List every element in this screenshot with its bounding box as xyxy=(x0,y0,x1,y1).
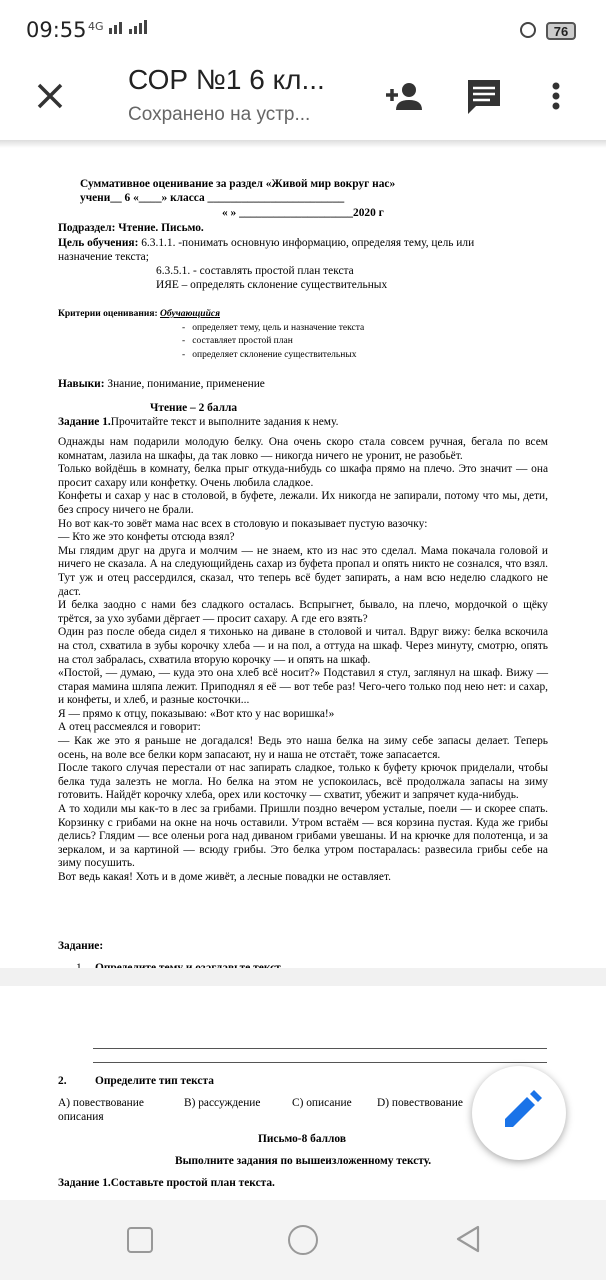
writing-task: Задание 1.Составьте простой план текста. xyxy=(58,1177,275,1189)
status-time: 09:55 xyxy=(26,18,87,42)
skills-label: Навыки: xyxy=(58,378,105,390)
option-a: А) повествование xyxy=(58,1097,144,1109)
home-icon[interactable] xyxy=(288,1225,318,1255)
writing-instructions: Выполните задания по вышеизложенному тексту. xyxy=(175,1155,432,1167)
back-icon[interactable] xyxy=(454,1224,482,1254)
reading-title: Чтение – 2 балла xyxy=(150,402,238,414)
more-vert-icon[interactable] xyxy=(544,74,568,118)
paragraph: После такого случая перестали от нас запирать сладкое, только к буфету крючок приделали, чтобы белка туда залезть не могла. Но белка на этом не успокоилась, всё продолжала запасы на зиму готовить. Найдёт корочку хлеба, орех или косточку — схватит, убежит и запрячет куда-нибудь. xyxy=(58,762,548,802)
paragraph: Конфеты и сахар у нас в столовой, в буфете, лежали. Их никогда не запирали, потому что мы, дети, без спросу ничего не брали. xyxy=(58,490,548,516)
paragraph: И белка заодно с нами без сладкого осталась. Вспрыгнет, бывало, на плечо, мордочкой о щёку трётся, за ухо зубами дёргает — просит сахару. А где его взять? xyxy=(58,599,548,625)
paragraph: А отец рассмеялся и говорит: xyxy=(58,721,201,734)
date-line: « » ____________________2020 г xyxy=(222,207,384,219)
recents-icon[interactable] xyxy=(127,1227,153,1253)
app-bar-shadow xyxy=(0,140,606,148)
learning-goal xyxy=(58,237,474,251)
paragraph: Мы глядим друг на друга и молчим — не знаем, кто из нас это сделал. Мама покачала головой и ничего не сказала. А на следующийдень сахар из буфета пропал и опять никто не сознался, что взял. Тут уж и отец рассердился, сказал, что теперь всё будет запирать, а нам всю неделю сладкого не даст. xyxy=(58,544,548,598)
criteria-item: - определяет тему, цель и назначение текста xyxy=(182,323,365,333)
criteria-who: Обучающийся xyxy=(160,309,220,319)
rotation-lock-icon xyxy=(520,22,536,38)
writing-title: Письмо-8 баллов xyxy=(258,1133,346,1145)
app-bar xyxy=(0,58,606,140)
paragraph: Один раз после обеда сидел я тихонько на диване в столовой и читал. Вдруг вижу: белка вскочила на стол, схватила в зубы корочку хлеба — и на пол, а оттуда на шкаф. Через минуту, смотрю, опять на стол забралась, схватила вторую корочку — и опять на шкаф. xyxy=(58,626,548,666)
option-b: В) рассуждение xyxy=(184,1097,261,1109)
battery-icon: 76 xyxy=(546,22,576,40)
edit-icon xyxy=(472,1066,566,1160)
save-status: Сохранено на устр... xyxy=(128,104,311,125)
question-2-number: 2. xyxy=(58,1075,67,1087)
student-line: учени__ 6 «____» класса ________________________ xyxy=(80,192,345,204)
question-2: Определите тип текста xyxy=(95,1075,214,1087)
criteria-item: - составляет простой план xyxy=(182,336,293,346)
document-page[interactable] xyxy=(0,148,606,1198)
paragraph: — Как же это я раньше не догадался! Ведь это наша белка на зиму себе запасы делает. Теперь осень, на воле все белки корм запасают, ну и наша не отстаёт, тоже запасается. xyxy=(58,735,548,761)
add-person-icon[interactable] xyxy=(382,74,426,118)
paragraph: Только войдёшь в комнату, белка прыг откуда-нибудь со шкафа прямо на плечо. Это значит — она просит сахару или конфетку. Очень любила сладкое. xyxy=(58,463,548,489)
goal-text: 6.3.1.1. -понимать основную информацию, определяя тему, цель или xyxy=(138,237,475,249)
goal-label: Цель обучения: xyxy=(58,237,139,249)
paragraph: — Кто же это конфеты отсюда взял? xyxy=(58,531,235,544)
status-bar xyxy=(0,0,606,58)
criteria-label: Критерии оценивания: xyxy=(58,309,158,319)
paragraph: Вот ведь какая! Хоть и в доме живёт, а лесные повадки не оставляет. xyxy=(58,871,391,883)
comment-icon[interactable] xyxy=(462,74,506,118)
goal-2: 6.3.5.1. - составлять простой план текста xyxy=(156,265,354,277)
paragraph: «Постой, — думаю, — куда это она хлеб всё носит?» Подставил я стул, заглянул на шкаф. Вижу — старая мамина шляпа лежит. Приподнял я её — вот тебе раз! Чего-чего только под нею нет: и сахар, и конфеты, и хлеб, и разные косточки... xyxy=(58,667,548,707)
page-break xyxy=(0,968,606,986)
answer-line xyxy=(93,1048,547,1049)
close-icon[interactable] xyxy=(30,76,70,116)
task-1 xyxy=(58,416,338,430)
goal-3: ИЯЕ – определять склонение существительных xyxy=(156,279,388,291)
signal-icon xyxy=(107,20,149,34)
story-text xyxy=(58,436,548,885)
criteria-item: - определяет склонение существительных xyxy=(182,350,357,360)
goal-text-2: назначение текста; xyxy=(58,251,149,263)
document-title: СОР №1 6 кл... xyxy=(128,64,325,95)
option-c: С) описание xyxy=(292,1097,352,1109)
network-indicator xyxy=(88,20,149,34)
criteria-heading xyxy=(58,308,220,322)
option-d: D) повествование xyxy=(377,1097,463,1109)
paragraph: А то ходили мы как-то в лес за грибами. Пришли поздно вечером усталые, поели — и скорее спать. Корзинку с грибами на окне на ночь оставили. Утром встаём — вся корзина пустая. Куда же грибы делись? Глядим — все оленьи рога над диваном грибами увешаны. И на крючке для полотенца, и за зеркалом, и за картиной — всюду грибы. Это белка утром постаралась: развесила грибы себе на зиму посушить. xyxy=(58,803,548,870)
paragraph: Я — прямо к отцу, показываю: «Вот кто у нас воришка!» xyxy=(58,707,335,720)
subsection: Подраздел: Чтение. Письмо. xyxy=(58,222,204,234)
answer-line xyxy=(93,1062,547,1063)
task-1-label: Задание 1. xyxy=(58,416,111,428)
paragraph: Но вот как-то зовёт мама нас всех в столовую и показывает пустую вазочку: xyxy=(58,517,428,530)
task-1-text: Прочитайте текст и выполните задания к нему. xyxy=(110,416,339,428)
skills-text: Знание, понимание, применение xyxy=(104,378,265,390)
doc-heading: Суммативное оценивание за раздел «Живой мир вокруг нас» xyxy=(80,178,396,190)
network-type: 4G xyxy=(88,20,104,33)
skills xyxy=(58,378,265,392)
paragraph: Однажды нам подарили молодую белку. Она очень скоро стала совсем ручная, бегала по всем комнатам, лазила на шкафы, да так ловко — никогда ничего не уронит, не разобьёт. xyxy=(58,436,548,462)
task-heading: Задание: xyxy=(58,940,104,952)
option-a-cont: описания xyxy=(58,1111,104,1123)
edit-fab[interactable] xyxy=(472,1066,566,1160)
